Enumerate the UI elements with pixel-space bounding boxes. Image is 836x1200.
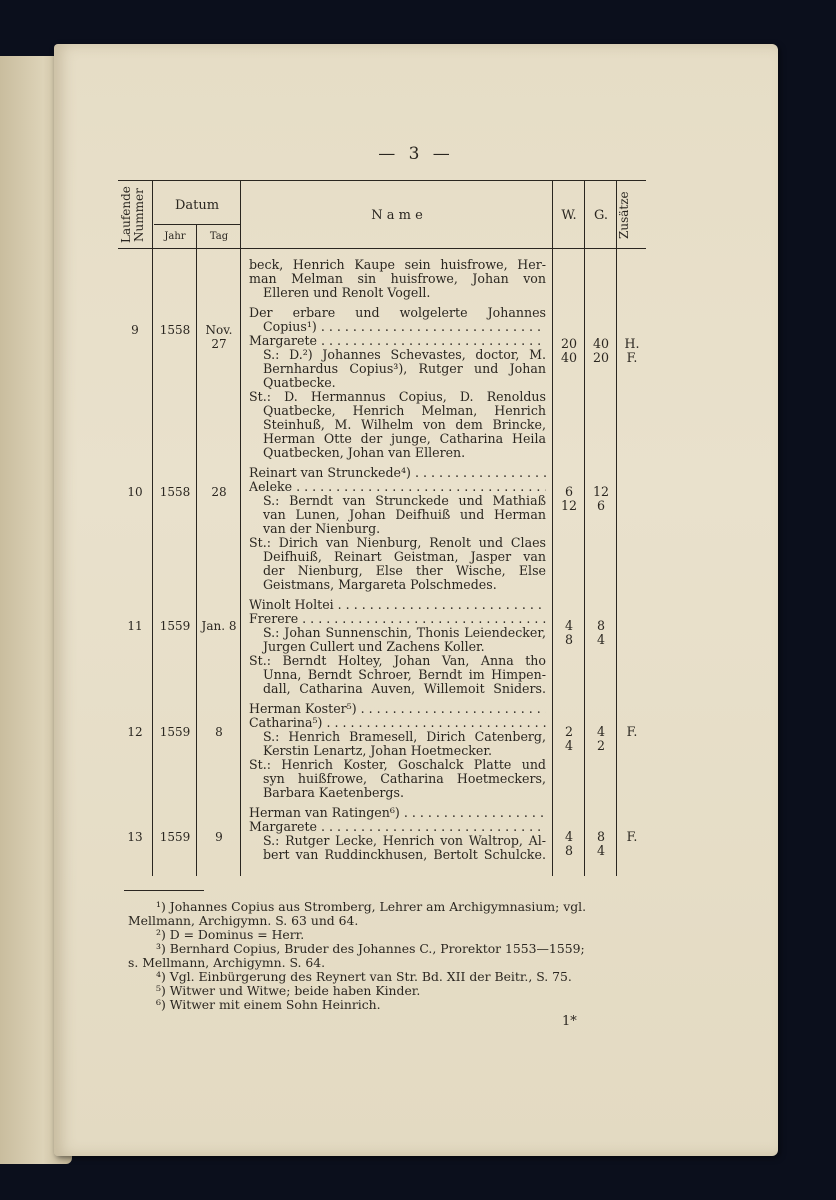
value: 2 (596, 738, 605, 753)
name-line (249, 480, 546, 494)
name-text: Frerere (249, 612, 299, 626)
col-rule-5 (584, 180, 585, 876)
entry-11-day: Jan. 8 (201, 619, 237, 633)
name-text: Margarete (249, 820, 317, 834)
signature-mark: 1* (562, 1014, 577, 1029)
value: 4 (596, 632, 605, 647)
name-text: Catharina⁵) (249, 716, 323, 730)
name-line (249, 334, 546, 348)
name-line: van der Nienburg. (263, 522, 381, 536)
entry-13-year: 1559 (159, 830, 191, 844)
header-bottom-rule (118, 248, 646, 249)
name-text: Aeleke (249, 480, 293, 494)
header-tag: Tag (209, 231, 229, 242)
header-name: N a m e (371, 208, 423, 223)
col-rule-2 (196, 224, 197, 876)
entry-13-zusatze (618, 830, 646, 844)
entry-11-g (586, 619, 616, 647)
value: 12 (592, 484, 610, 499)
entry-10-year: 1558 (159, 485, 191, 499)
footnotes (128, 900, 648, 1012)
name-line: Elleren und Renolt Vogell. (263, 286, 431, 300)
name-line: bert van Ruddinckhusen, Bertolt Schulcke. (263, 848, 546, 862)
entry-12-g (586, 725, 616, 753)
value: H. (624, 336, 640, 351)
entry-9-w (554, 337, 584, 365)
header-jahr: Jahr (164, 231, 186, 242)
footnote: ³) Bernhard Copius, Bruder des Johannes C., Prorektor 1553—1559; (156, 941, 585, 956)
entry-12-day: 8 (215, 725, 223, 739)
value: 4 (596, 843, 605, 858)
table-top-rule (118, 180, 646, 181)
name-line: S.: Rutger Lecke, Henrich von Waltrop, Al- (263, 834, 546, 848)
name-text: Margarete (249, 334, 317, 348)
header-zusatze: Zusätze (617, 191, 631, 239)
header-datum: Datum (174, 198, 220, 213)
footnote: ⁴) Vgl. Einbürgerung des Reynert van Str. Bd. XII der Beitr., S. 75. (156, 969, 572, 984)
col-rule-3 (240, 180, 241, 876)
name-line: Der erbare und wolgelerte Johannes (249, 306, 546, 320)
name-line (249, 716, 546, 730)
name-line (249, 806, 546, 820)
entry-9-nr: 9 (131, 323, 139, 337)
name-line: St.: Berndt Holtey, Johan Van, Anna tho (249, 654, 546, 668)
name-line (249, 320, 546, 334)
name-line: dall, Catharina Auven, Willemoit Sniders. (263, 682, 546, 696)
value: 4 (564, 738, 573, 753)
name-line (249, 612, 546, 626)
entry-11-nr: 11 (127, 619, 143, 633)
value: 8 (564, 632, 573, 647)
name-line: Unna, Berndt Schroer, Berndt im Himpen- (263, 668, 546, 682)
entry-10-nr: 10 (127, 485, 143, 499)
entry-12-w (554, 725, 584, 753)
name-line: Bernhardus Copius³), Rutger und Johan (263, 362, 546, 376)
entry-12-nr: 12 (127, 725, 143, 739)
name-line (249, 598, 546, 612)
name-line: Deifhuiß, Reinart Geistman, Jasper van (263, 550, 546, 564)
footnote: ⁵) Witwer und Witwe; beide haben Kinder. (156, 983, 421, 998)
header-w: W. (561, 208, 577, 223)
value: 6 (564, 484, 573, 499)
name-line: Quatbecke. (263, 376, 336, 390)
value: 2 (564, 724, 573, 739)
footnote: s. Mellmann, Archigymn. S. 64. (128, 955, 326, 970)
value: 8 (596, 829, 605, 844)
name-line: Barbara Kaetenbergs. (263, 786, 404, 800)
footnote: ²) D = Dominus = Herr. (156, 927, 305, 942)
name-line: St.: D. Hermannus Copius, D. Renoldus (249, 390, 546, 404)
entry-12-year: 1559 (159, 725, 191, 739)
footnote: ¹) Johannes Copius aus Stromberg, Lehrer am Archigymnasium; vgl. (156, 899, 587, 914)
header-laufende-nummer: Laufende Nummer (119, 186, 146, 244)
name-line: S.: Henrich Bramesell, Dirich Catenberg, (263, 730, 546, 744)
entry-13-day: 9 (215, 830, 223, 844)
name-line: Jurgen Cullert und Zachens Koller. (263, 640, 485, 654)
value: 8 (596, 618, 605, 633)
name-column (249, 258, 546, 862)
col-rule-1 (152, 180, 153, 876)
value: 8 (564, 843, 573, 858)
value: 40 (592, 336, 610, 351)
entry-11-year: 1559 (159, 619, 191, 633)
value: F. (626, 724, 638, 739)
value: 4 (596, 724, 605, 739)
entry-12-zusatze (618, 725, 646, 739)
entry-13-w (554, 830, 584, 858)
name-line: Kerstin Lenartz, Johan Hoetmecker. (263, 744, 492, 758)
value: 20 (592, 350, 610, 365)
entry-9-year: 1558 (159, 323, 191, 337)
entry-10-w (554, 485, 584, 513)
value: 4 (564, 829, 573, 844)
name-line: syn huißfrowe, Catharina Hoetmeckers, (263, 772, 546, 786)
value: F. (626, 829, 638, 844)
value: 4 (564, 618, 573, 633)
value: 20 (560, 336, 578, 351)
name-line: S.: Johan Sunnenschin, Thonis Leiendecker, (263, 626, 546, 640)
entry-9-g (586, 337, 616, 365)
value: 12 (560, 498, 578, 513)
name-text: Reinart van Strunckede⁴) (249, 466, 411, 480)
name-line (249, 466, 546, 480)
entry-13-nr: 13 (127, 830, 143, 844)
name-line: Quatbecke, Henrich Melman, Henrich (263, 404, 546, 418)
value: 6 (596, 498, 605, 513)
page-number: — 3 — (378, 144, 454, 164)
footnote: Mellmann, Archigymn. S. 63 und 64. (128, 913, 359, 928)
name-text: Winolt Holtei (249, 598, 334, 612)
entry-9-zusatze (618, 337, 646, 365)
footnote-rule (124, 890, 204, 891)
name-line: Quatbecken, Johan van Elleren. (263, 446, 466, 460)
register-table (118, 180, 646, 880)
entry-10-day: 28 (211, 485, 227, 499)
name-line (249, 820, 546, 834)
name-line: Herman Otte der junge, Catharina Heila (263, 432, 546, 446)
name-text: Herman Koster⁵) (249, 702, 357, 716)
entry-9-day: Nov. 27 (205, 323, 233, 351)
name-line: der Nienburg, Else ther Wische, Else (263, 564, 546, 578)
name-line: St.: Henrich Koster, Goschalck Platte und (249, 758, 546, 772)
col-rule-6 (616, 180, 617, 876)
name-line: St.: Dirich van Nienburg, Renolt und Claes (249, 536, 546, 550)
entry-13-g (586, 830, 616, 858)
value: 40 (560, 350, 578, 365)
name-text: Copius¹) (263, 320, 317, 334)
name-line: Geistmans, Margareta Polschmedes. (263, 578, 497, 592)
entry-11-w (554, 619, 584, 647)
name-text: Herman van Ratingen⁶) (249, 806, 400, 820)
name-line: S.: Berndt van Strunckede und Mathiaß (263, 494, 546, 508)
value: F. (626, 350, 638, 365)
name-line: Steinhuß, M. Wilhelm von dem Brincke, (263, 418, 546, 432)
entry-10-g (586, 485, 616, 513)
footnote: ⁶) Witwer mit einem Sohn Heinrich. (156, 997, 381, 1012)
name-line: S.: D.²) Johannes Schevastes, doctor, M. (263, 348, 546, 362)
name-line: beck, Henrich Kaupe sein huisfrowe, Her- (249, 258, 546, 272)
book-page (54, 44, 778, 1156)
name-line: man Melman sin huisfrowe, Johan von (249, 272, 546, 286)
header-g: G. (593, 208, 609, 223)
datum-sub-rule (154, 224, 240, 225)
name-line (249, 702, 546, 716)
name-line: van Lunen, Johan Deifhuiß und Herman (263, 508, 546, 522)
col-rule-4 (552, 180, 553, 876)
